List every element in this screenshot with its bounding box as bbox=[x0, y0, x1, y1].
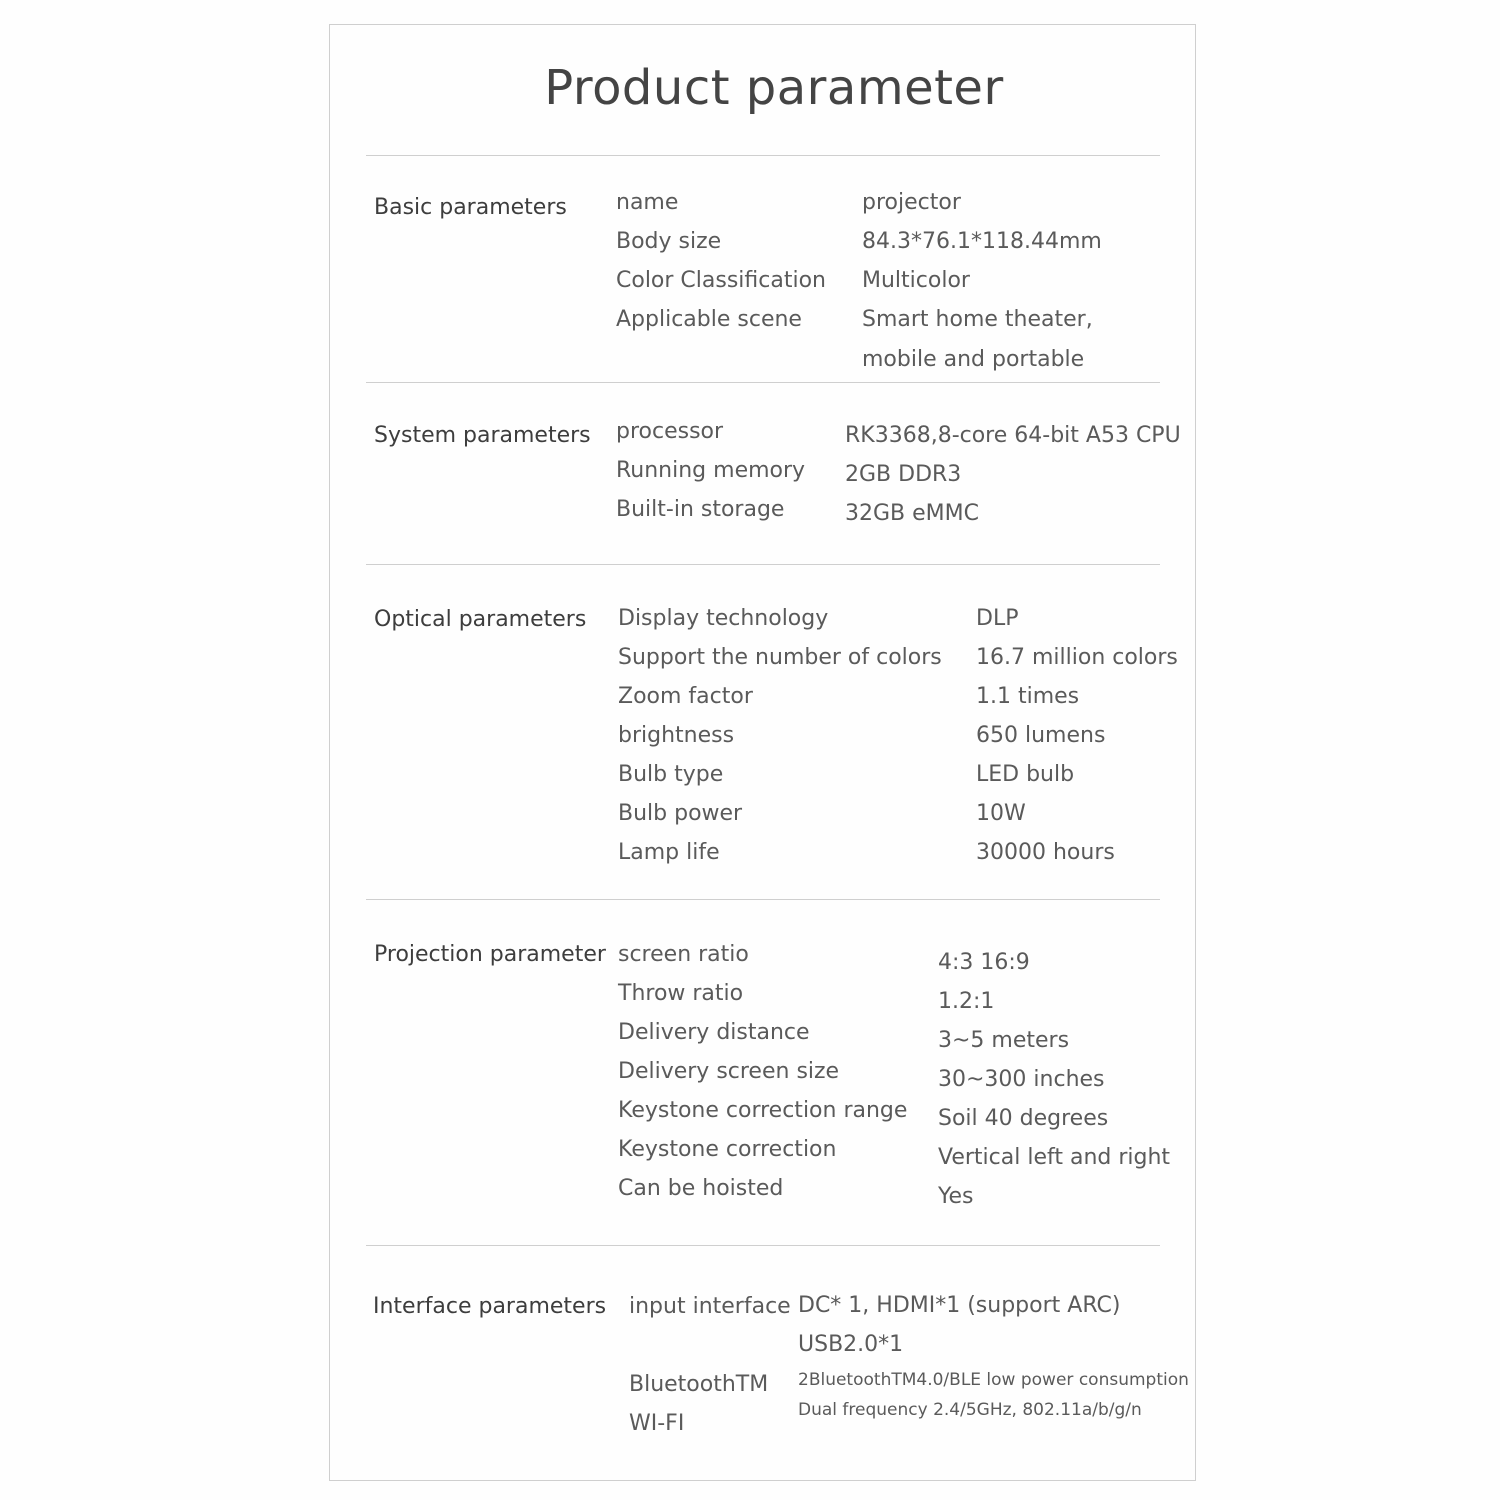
param-name: input interface bbox=[629, 1294, 791, 1319]
section-label-projection: Projection parameter bbox=[374, 942, 606, 967]
param-name: Can be hoisted bbox=[618, 1176, 784, 1201]
param-name: BluetoothTM bbox=[629, 1372, 769, 1397]
param-value-continued: mobile and portable bbox=[862, 347, 1085, 372]
section-divider bbox=[366, 899, 1160, 900]
section-divider bbox=[366, 1245, 1160, 1246]
param-value: 3~5 meters bbox=[938, 1028, 1070, 1053]
param-name: screen ratio bbox=[618, 942, 749, 967]
param-value: Smart home theater, bbox=[862, 307, 1093, 332]
param-name: Bulb power bbox=[618, 801, 743, 826]
param-value: 1.1 times bbox=[976, 684, 1080, 709]
section-divider bbox=[366, 382, 1160, 383]
param-value: Soil 40 degrees bbox=[938, 1106, 1109, 1131]
param-name: Keystone correction bbox=[618, 1137, 837, 1162]
param-name: Throw ratio bbox=[618, 981, 744, 1006]
param-name: Applicable scene bbox=[616, 307, 802, 332]
param-name: Bulb type bbox=[618, 762, 724, 787]
param-name: Delivery distance bbox=[618, 1020, 810, 1045]
param-name: Zoom factor bbox=[618, 684, 753, 709]
param-value: 30000 hours bbox=[976, 840, 1115, 865]
section-label-basic: Basic parameters bbox=[374, 195, 567, 220]
param-name: Lamp life bbox=[618, 840, 720, 865]
param-value: Yes bbox=[938, 1184, 974, 1209]
param-value: 10W bbox=[976, 801, 1026, 826]
param-name: brightness bbox=[618, 723, 735, 748]
param-value: 650 lumens bbox=[976, 723, 1106, 748]
param-value: projector bbox=[862, 190, 961, 215]
section-divider bbox=[366, 564, 1160, 565]
param-value: 2GB DDR3 bbox=[845, 462, 962, 487]
param-value: LED bulb bbox=[976, 762, 1075, 787]
param-value: 2BluetoothTM4.0/BLE low power consumption bbox=[798, 1370, 1189, 1390]
param-value: 1.2:1 bbox=[938, 989, 995, 1014]
param-value: Vertical left and right bbox=[938, 1145, 1171, 1170]
page-title: Product parameter bbox=[544, 60, 1004, 116]
section-divider bbox=[366, 155, 1160, 156]
param-name: Color Classification bbox=[616, 268, 826, 293]
param-name: Delivery screen size bbox=[618, 1059, 840, 1084]
param-name: Display technology bbox=[618, 606, 829, 631]
param-value: DLP bbox=[976, 606, 1019, 631]
param-name: Keystone correction range bbox=[618, 1098, 908, 1123]
section-label-interface: Interface parameters bbox=[373, 1294, 607, 1319]
param-value: 16.7 million colors bbox=[976, 645, 1178, 670]
param-name: Running memory bbox=[616, 458, 806, 483]
param-value: DC* 1, HDMI*1 (support ARC) bbox=[798, 1293, 1121, 1318]
section-label-optical: Optical parameters bbox=[374, 607, 587, 632]
param-name: processor bbox=[616, 419, 724, 444]
param-value: Multicolor bbox=[862, 268, 970, 293]
param-name: Built-in storage bbox=[616, 497, 785, 522]
param-name: Support the number of colors bbox=[618, 645, 942, 670]
param-value: Dual frequency 2.4/5GHz, 802.11a/b/g/n bbox=[798, 1400, 1142, 1420]
param-value-continued: USB2.0*1 bbox=[798, 1332, 904, 1357]
param-name: WI-FI bbox=[629, 1411, 685, 1436]
param-value: RK3368,8-core 64-bit A53 CPU bbox=[845, 423, 1181, 448]
param-value: 30~300 inches bbox=[938, 1067, 1105, 1092]
section-label-system: System parameters bbox=[374, 423, 591, 448]
param-value: 32GB eMMC bbox=[845, 501, 979, 526]
param-name: Body size bbox=[616, 229, 722, 254]
param-name: name bbox=[616, 190, 679, 215]
param-value: 4:3 16:9 bbox=[938, 950, 1030, 975]
param-value: 84.3*76.1*118.44mm bbox=[862, 229, 1102, 254]
